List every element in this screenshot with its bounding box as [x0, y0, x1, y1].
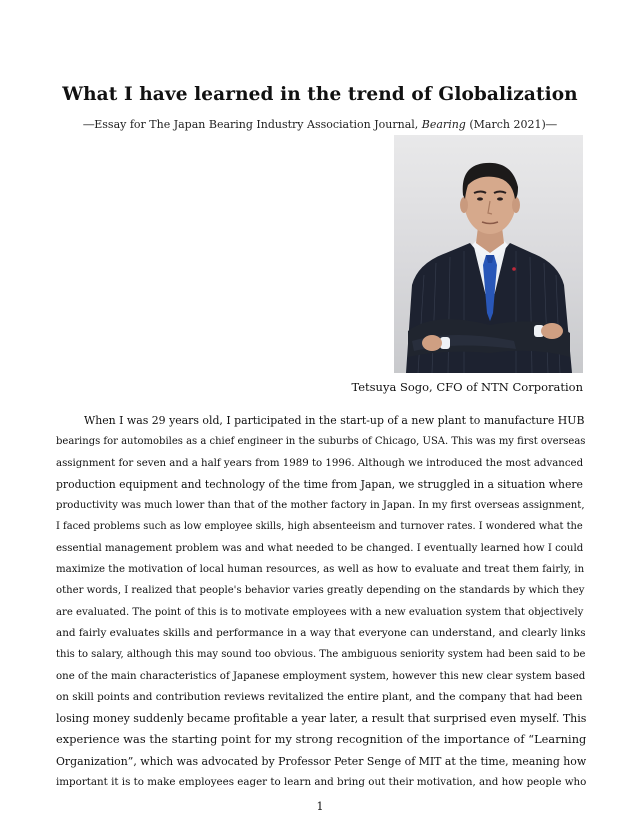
essay-body	[56, 410, 586, 793]
body-line: bearings for automobiles as a chief engineer in the suburbs of Chicago, USA. This was my first overseas	[56, 436, 586, 448]
body-line: When I was 29 years old, I participated in the start-up of a new plant to manufacture HUB	[84, 414, 585, 427]
subtitle-prefix: ―Essay for The Japan Bearing Industry Association Journal,	[83, 118, 422, 131]
body-line: this to salary, although this may sound too obvious. The ambiguous seniority system had been said to be	[56, 649, 586, 661]
body-line: assignment for seven and a half years from 1989 to 1996. Although we introduced the most advanced	[56, 457, 584, 469]
body-line: important it is to make employees eager to learn and bring out their motivation, and how people who	[56, 776, 587, 789]
essay-subtitle	[0, 118, 640, 131]
essay-title: What I have learned in the trend of Globalization	[62, 84, 578, 105]
body-line: are evaluated. The point of this is to motivate employees with a new evaluation system that objectively	[56, 606, 584, 618]
body-line: Organization”, which was advocated by Professor Peter Senge of MIT at the time, meaning how	[56, 754, 587, 768]
body-line: I faced problems such as low employee skills, high absenteeism and turnover rates. I wondered what the	[56, 521, 583, 533]
journal-name: Bearing	[421, 118, 466, 131]
body-line: productivity was much lower than that of the mother factory in Japan. In my first overseas assignment,	[56, 500, 585, 512]
body-line: and fairly evaluates skills and performance in a way that everyone can understand, and clearly links	[56, 626, 586, 639]
body-line: losing money suddenly became profitable a year later, a result that surprised even myself. This	[56, 712, 587, 726]
body-line: production equipment and technology of the time from Japan, we struggled in a situation where	[56, 477, 583, 491]
subtitle-suffix: (March 2021)―	[465, 118, 557, 131]
body-line: maximize the motivation of local human resources, as well as how to evaluate and treat them fairly, in	[56, 564, 585, 576]
body-line: on skill points and contribution reviews revitalized the entire plant, and the company that had been	[56, 690, 583, 703]
body-line: one of the main characteristics of Japanese employment system, however this new clear system based	[56, 670, 586, 682]
author-portrait-photo	[394, 135, 583, 373]
page-number: 1	[316, 800, 324, 813]
body-line: other words, I realized that people's behavior varies greatly depending on the standards by which they	[56, 585, 585, 597]
body-line: experience was the starting point for my strong recognition of the importance of “Learning	[56, 733, 587, 747]
body-line: essential management problem was and what needed to be changed. I eventually learned how I could	[56, 542, 584, 554]
photo-caption: Tetsuya Sogo, CFO of NTN Corporation	[351, 380, 583, 394]
